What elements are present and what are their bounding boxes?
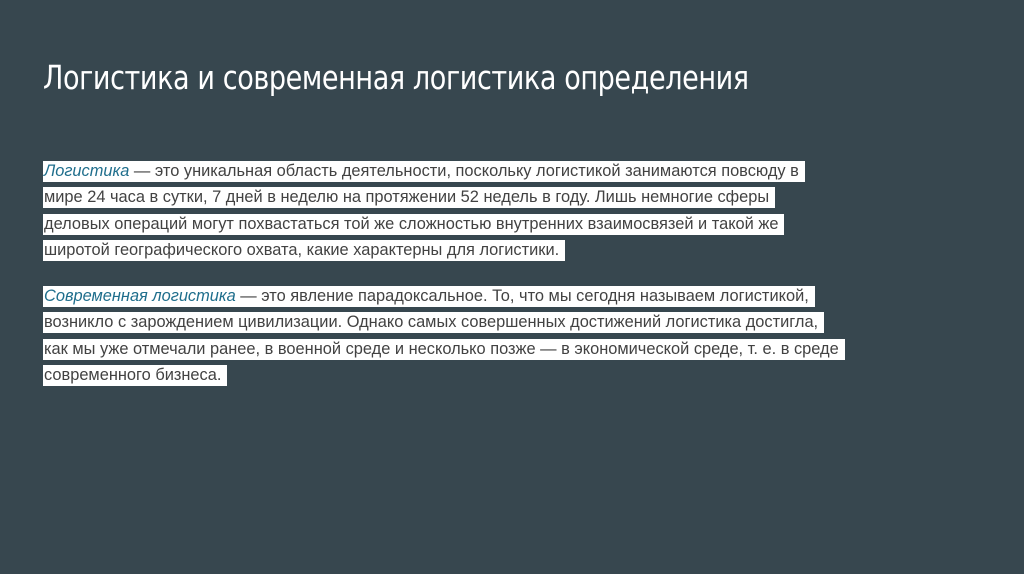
- line-text: возникло с зарождением цивилизации. Однако самых совершенных достижений логистика достигла,: [43, 312, 824, 333]
- line-text: деловых операций могут похвастаться той же сложностью внутренних взаимосвязей и такой же: [43, 214, 784, 235]
- paragraph-line: [43, 336, 845, 362]
- term-logistics: Логистика: [44, 162, 130, 180]
- line-text: широтой географического охвата, какие характерны для логистики.: [43, 240, 565, 261]
- paragraph-line: [43, 309, 824, 335]
- paragraph-logistics: [43, 158, 1003, 264]
- slide-title: Логистика и современная логистика определения: [43, 58, 749, 97]
- line-text: мире 24 часа в сутки, 7 дней в неделю на протяжении 52 недель в году. Лишь немногие сферы: [43, 187, 775, 208]
- line-text: — это явление парадоксальное. То, что мы сегодня называем логистикой,: [235, 287, 809, 305]
- term-modern-logistics: Современная логистика: [44, 287, 236, 305]
- paragraph-line: [43, 283, 815, 309]
- paragraph-line: [43, 362, 227, 388]
- line-text: — это уникальная область деятельности, поскольку логистикой занимаются повсюду в: [129, 162, 799, 180]
- line-text: как мы уже отмечали ранее, в военной среде и несколько позже — в экономической среде, т. е. в среде: [43, 339, 845, 360]
- line-text: современного бизнеса.: [43, 365, 227, 386]
- paragraph-line: [43, 158, 805, 184]
- paragraph-line: [43, 237, 565, 263]
- paragraph-line: [43, 184, 775, 210]
- paragraph-line: [43, 211, 784, 237]
- paragraph-modern-logistics: [43, 283, 1003, 389]
